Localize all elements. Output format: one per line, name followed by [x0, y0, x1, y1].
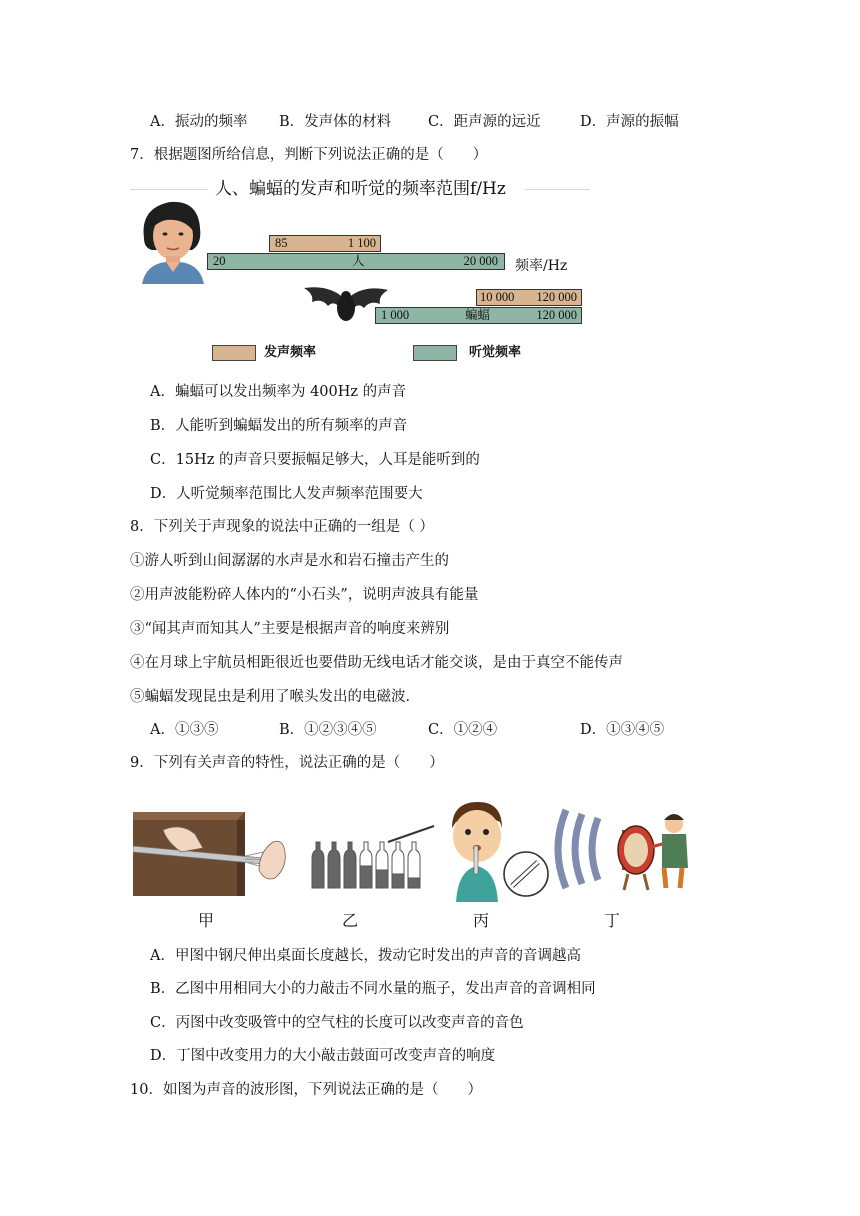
legend-swatch-speak [212, 345, 256, 361]
q8-stem: 8．下列关于声现象的说法中正确的一组是（ ） [130, 519, 434, 535]
figure-title: 人、蝙蝠的发声和听觉的频率范围f/Hz [215, 179, 506, 199]
q8-option-d: D．①③④⑤ [580, 722, 665, 738]
q8-statement-5: ⑤蝙蝠发现昆虫是利用了喉头发出的电磁波． [130, 689, 420, 705]
human-hear-high: 20 000 [463, 254, 498, 268]
legend-label-speak: 发声频率 [264, 345, 317, 360]
legend-swatch-hear [413, 345, 457, 361]
q9-stem: 9．下列有关声音的特性，说法正确的是（ ） [130, 755, 444, 771]
caption-ding: 丁 [604, 911, 621, 930]
q8-statement-2: ②用声波能粉碎人体内的“小石头”，说明声波具有能量 [130, 587, 479, 603]
q10-stem: 10．如图为声音的波形图，下列说法正确的是（ ） [130, 1082, 482, 1098]
human-speak-bar [269, 235, 381, 252]
boy-straw-illustration [440, 798, 552, 902]
q7-option-c: C．15Hz 的声音只要振幅足够大，人耳是能听到的 [150, 452, 480, 468]
bat-speak-bar [476, 289, 582, 306]
q6-option-c: C．距声源的远近 [428, 114, 541, 130]
q9-option-c: C．丙图中改变吸管中的空气柱的长度可以改变声音的音色 [150, 1015, 524, 1031]
q8-option-a: A．①③⑤ [150, 722, 219, 738]
q9-option-b: B．乙图中用相同大小的力敲击不同水量的瓶子，发出声音的音调相同 [150, 981, 596, 997]
caption-bing: 丙 [473, 911, 490, 930]
q7-stem: 7．根据题图所给信息，判断下列说法正确的是（ ） [130, 147, 488, 163]
q6-option-b: B．发声体的材料 [279, 114, 392, 130]
bat-hear-low: 1 000 [381, 308, 410, 322]
figure-rule-right [525, 189, 590, 190]
bat-hear-high: 120 000 [536, 308, 577, 322]
bat-speak-low: 10 000 [480, 290, 515, 304]
legend-label-hear: 听觉频率 [469, 345, 522, 360]
human-hear-label: 人 [352, 254, 365, 268]
bat-hear-label: 蝙蝠 [465, 308, 491, 322]
q9-option-d: D．丁图中改变用力的大小敲击鼓面可改变声音的响度 [150, 1048, 496, 1064]
ruler-table-illustration [133, 812, 291, 898]
caption-jia: 甲 [198, 911, 215, 930]
caption-yi: 乙 [342, 911, 359, 930]
q6-option-d: D．声源的振幅 [580, 114, 679, 130]
human-hear-bar [207, 253, 505, 270]
q7-option-b: B．人能听到蝙蝠发出的所有频率的声音 [150, 418, 408, 434]
bat-hear-bar [375, 307, 582, 324]
q9-option-a: A．甲图中钢尺伸出桌面长度越长，拨动它时发出的声音的音调越高 [150, 948, 581, 964]
drum-illustration [548, 804, 694, 894]
frequency-unit-label: 频率/Hz [515, 258, 568, 274]
q7-option-d: D．人听觉频率范围比人发声频率范围要大 [150, 486, 423, 502]
figure-rule-left [130, 189, 208, 190]
q8-statement-4: ④在月球上宇航员相距很近也要借助无线电话才能交谈，是由于真空不能传声 [130, 655, 623, 671]
q8-option-b: B．①②③④⑤ [279, 722, 377, 738]
bat-speak-high: 120 000 [536, 290, 577, 304]
bottles-illustration [306, 824, 436, 890]
human-hear-low: 20 [213, 254, 226, 268]
q8-statement-3: ③“闻其声而知其人”主要是根据声音的响度来辨别 [130, 621, 450, 637]
human-speak-low: 85 [275, 236, 288, 250]
q6-option-a: A．振动的频率 [150, 114, 248, 130]
q7-option-a: A．蝙蝠可以发出频率为 400Hz 的声音 [150, 384, 407, 400]
q8-option-c: C．①②④ [428, 722, 498, 738]
q8-statement-1: ①游人听到山间潺潺的水声是水和岩石撞击产生的 [130, 553, 449, 569]
human-icon [136, 198, 208, 284]
human-speak-high: 1 100 [347, 236, 376, 250]
